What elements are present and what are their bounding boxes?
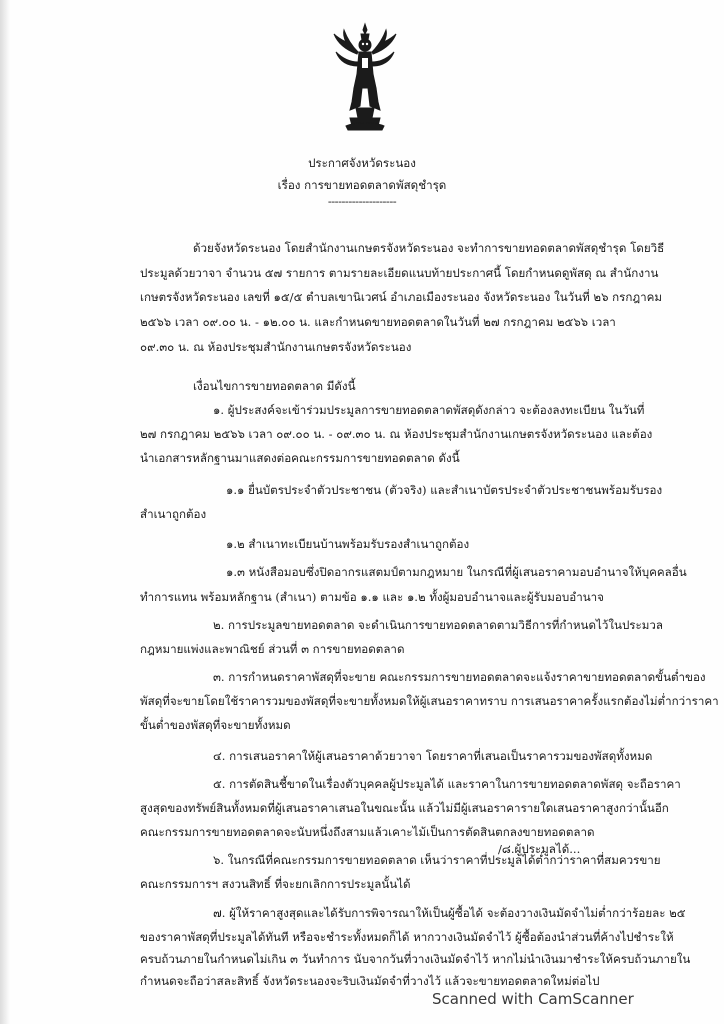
condition-1-2-line: ๑.๒ สำเนาทะเบียนบ้านพร้อมรับรองสำเนาถูกต้อง [226, 537, 470, 551]
condition-5-line: คณะกรรมการขายทอดตลาดจะนับหนึ่งถึงสามแล้วเคาะไม้เป็นการตัดสินตกลงขายทอดตลาด [140, 825, 595, 839]
condition-1-line: ๑. ผู้ประสงค์จะเข้าร่วมประมูลการขายทอดตลาดพัสดุดังกล่าว จะต้องลงทะเบียน ในวันที่ [213, 403, 645, 417]
garuda-emblem-icon [332, 22, 398, 132]
condition-1-3-line: ๑.๓ หนังสือมอบซึ่งปิดอากรแสตมป์ตามกฎหมาย ในกรณีที่ผู้เสนอราคามอบอำนาจให้บุคคลอื่น [226, 565, 687, 579]
conditions-heading: เงื่อนไขการขายทอดตลาด มีดังนี้ [193, 379, 356, 393]
condition-5-line: สูงสุดของทรัพย์สินทั้งหมดที่ผู้เสนอราคาเสนอในขณะนั้น แล้วไม่มีผู้เสนอราคารายใดเสนอราคาสูงกว่านั้นอีก [140, 801, 669, 815]
condition-3-line: ๓. การกำหนดราคาพัสดุที่จะขาย คณะกรรมการขายทอดตลาดจะแจ้งราคาขายทอดตลาดขั้นต่ำของ [213, 670, 706, 684]
paragraph-intro-line: ด้วยจังหวัดระนอง โดยสำนักงานเกษตรจังหวัดระนอง จะทำการขายทอดตลาดพัสดุชำรุด โดยวิธี [193, 241, 665, 255]
condition-7-line: ของราคาพัสดุที่ประมูลได้ทันที หรือจะชำระทั้งหมดก็ได้ หากวางเงินมัดจำไว้ ผู้ซื้อต้องนำส่วนที่ค้างไปชำระให้ [140, 930, 674, 944]
continuation-note: /๘.ผู้ประมูลได้... [498, 842, 581, 856]
condition-1-1-line: ๑.๑ ยื่นบัตรประจำตัวประชาชน (ตัวจริง) และสำเนาบัตรประจำตัวประชาชนพร้อมรับรอง [226, 483, 663, 497]
condition-2-line: กฎหมายแพ่งและพาณิชย์ ส่วนที่ ๓ การขายทอดตลาด [140, 642, 405, 656]
condition-6-line: ๖. ในกรณีที่คณะกรรมการขายทอดตลาด เห็นว่าราคาที่ประมูลได้ต่ำกว่าราคาที่สมควรขาย [213, 853, 661, 867]
paragraph-intro-line: ๐๙.๓๐ น. ณ ห้องประชุมสำนักงานเกษตรจังหวัดระนอง [140, 340, 412, 354]
condition-7-line: กำหนดจะถือว่าสละสิทธิ์ จังหวัดระนองจะริบเงินมัดจำที่วางไว้ แล้วจะขายทอดตลาดใหม่ต่อไป [140, 974, 600, 988]
condition-7-line: ๗. ผู้ให้ราคาสูงสุดและได้รับการพิจารณาให้เป็นผู้ซื้อได้ จะต้องวางเงินมัดจำไม่ต่ำกว่าร้อยละ ๒๕ [213, 906, 686, 920]
paragraph-intro-line: เกษตรจังหวัดระนอง เลขที่ ๑๕/๕ ตำบลเขานิเวศน์ อำเภอเมืองระนอง จังหวัดระนอง ในวันที่ ๒๖ กรกฎาคม [140, 290, 663, 304]
announcement-title: ประกาศจังหวัดระนอง [308, 156, 416, 170]
condition-1-3-line: ทำการแทน พร้อมหลักฐาน (สำเนา) ตามข้อ ๑.๑ และ ๑.๒ ทั้งผู้มอบอำนาจและผู้รับมอบอำนาจ [140, 590, 604, 604]
camscanner-watermark: Scanned with CamScanner [432, 990, 634, 1008]
paragraph-intro-line: ประมูลด้วยวาจา จำนวน ๕๗ รายการ ตามรายละเอียดแนบท้ายประกาศนี้ โดยกำหนดดูพัสดุ ณ สำนักงาน [140, 266, 659, 280]
condition-6-line: คณะกรรมการฯ สงวนสิทธิ์ ที่จะยกเลิกการประมูลนั้นได้ [140, 877, 411, 891]
condition-1-1-line: สำเนาถูกต้อง [140, 507, 207, 521]
condition-5-line: ๕. การตัดสินชี้ขาดในเรื่องตัวบุคคลผู้ประมูลได้ และราคาในการขายทอดตลาดพัสดุ จะถือราคา [213, 777, 681, 791]
condition-1-line: ๒๗ กรกฎาคม ๒๕๖๖ เวลา ๐๙.๐๐ น. - ๐๙.๓๐ น. ณ ห้องประชุมสำนักงานเกษตรจังหวัดระนอง และต้อง [140, 427, 653, 441]
condition-2-line: ๒. การประมูลขายทอดตลาด จะดำเนินการขายทอดตลาดตามวิธีการที่กำหนดไว้ในประมวล [213, 618, 664, 632]
page-shadow-edge [0, 0, 10, 1024]
condition-1-line: นำเอกสารหลักฐานมาแสดงต่อคณะกรรมการขายทอดตลาด ดังนี้ [140, 451, 460, 465]
condition-4-line: ๔. การเสนอราคาให้ผู้เสนอราคาด้วยวาจา โดยราคาที่เสนอเป็นราคารวมของพัสดุทั้งหมด [213, 749, 653, 763]
title-separator: -------------------- [327, 194, 397, 208]
condition-3-line: ขั้นต่ำของพัสดุที่จะขายทั้งหมด [140, 718, 291, 732]
condition-7-line: ครบถ้วนภายในกำหนดไม่เกิน ๓ วันทำการ นับจากวันที่วางเงินมัดจำไว้ หากไม่นำเงินมาชำระให้ครบถ้วนภายใน [140, 952, 691, 966]
announcement-subject: เรื่อง การขายทอดตลาดพัสดุชำรุด [277, 178, 447, 192]
condition-3-line: พัสดุที่จะขายโดยใช้ราคารวมของพัสดุที่จะขายทั้งหมดให้ผู้เสนอราคาทราบ การเสนอราคาครั้งแรกต้องไม่ต่ำกว่าราคา [140, 694, 719, 708]
paragraph-intro-line: ๒๕๖๖ เวลา ๐๙.๐๐ น. - ๑๒.๐๐ น. และกำหนดขายทอดตลาดในวันที่ ๒๗ กรกฎาคม ๒๕๖๖ เวลา [140, 315, 616, 329]
